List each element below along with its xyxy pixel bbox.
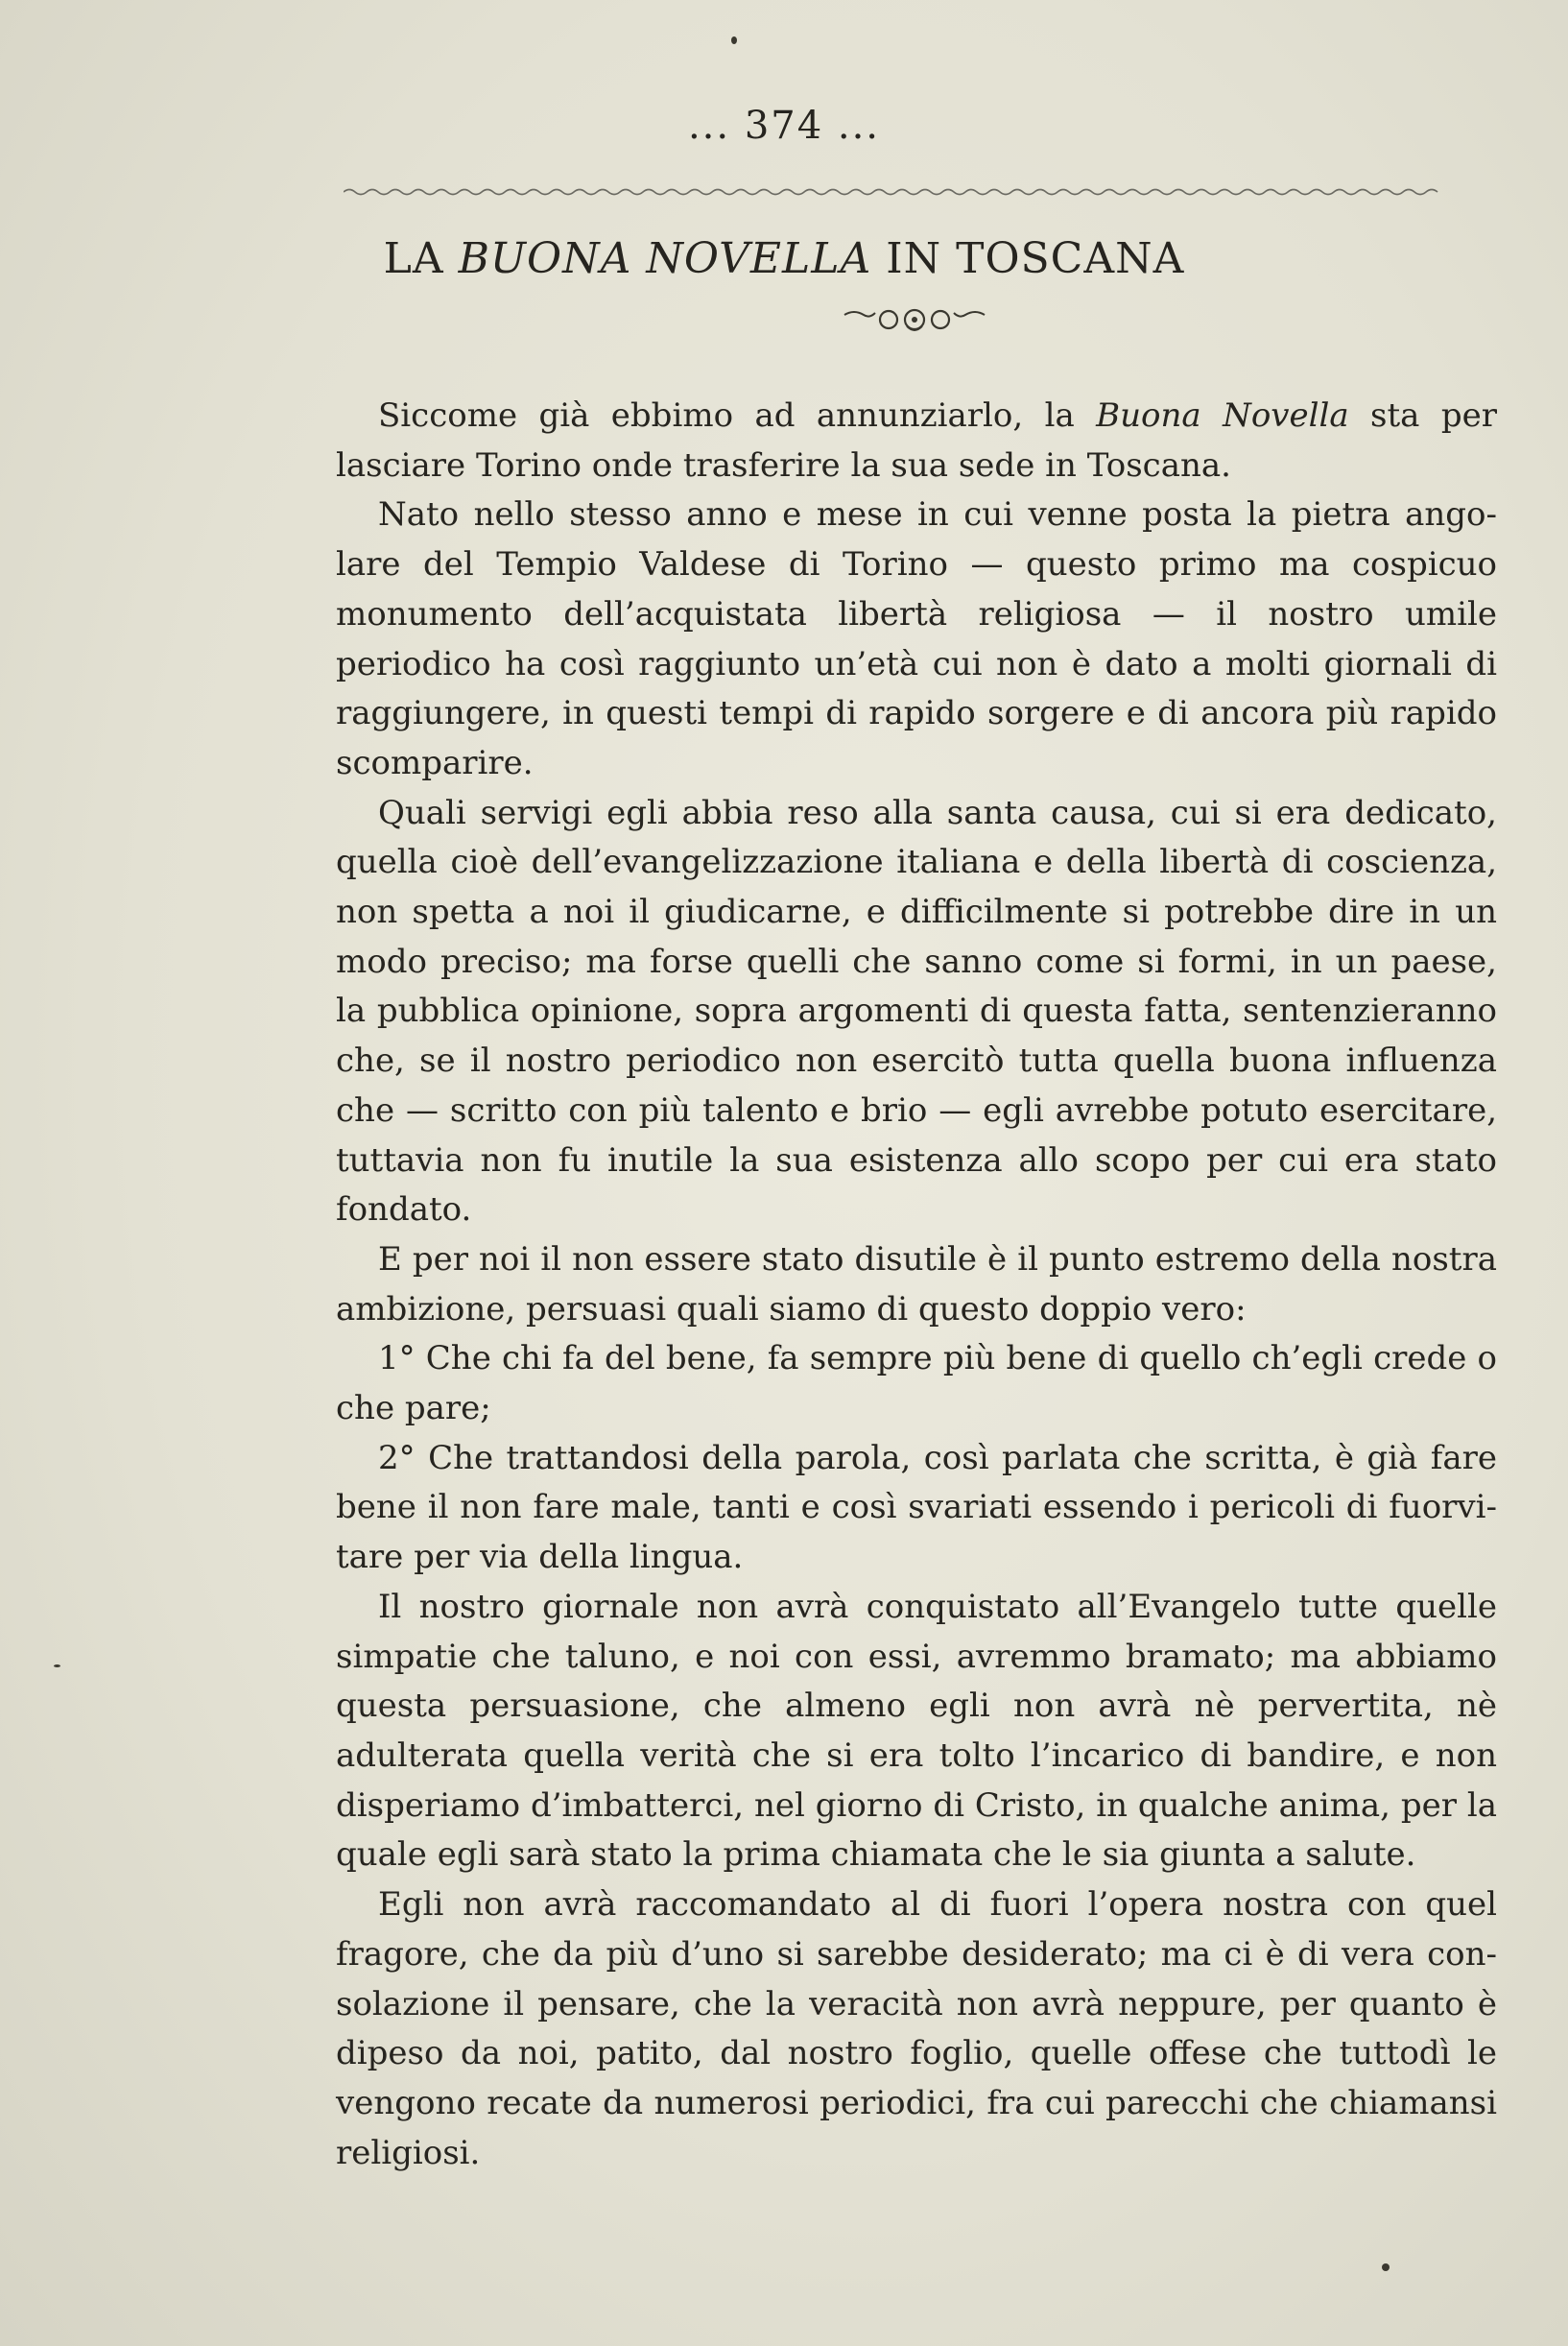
paragraph: 2° Che trattandosi della parola, così parlata che scritta, è già fare bene il non fare male, tanti e così svariati essendo i pericoli di fuorvitare per via della lingua. bbox=[336, 1438, 1497, 1577]
ink-speck bbox=[1382, 2263, 1390, 2271]
paragraph-text: Siccome già ebbimo ad annunziarlo, la bbox=[378, 396, 1097, 435]
paragraph: Il nostro giornale non avrà conquistato all’Evangelo tutte quelle simpatie che taluno, e noi con essi, avremmo bramato; ma abbiamo questa persuasione, che almeno egli non avrà nè pervertita, nè adulterata quella verità che si era tolto l’incarico di bandire, e non disperiamo d’imbatterci, nel giorno di Cristo, in qualche anima, per la quale egli sarà stato la prima chiamata che le sia giunta a salute. bbox=[336, 1587, 1497, 1875]
ink-speck bbox=[731, 36, 737, 44]
publication-name: Buona Novella bbox=[1096, 396, 1349, 435]
title-suffix: IN TOSCANA bbox=[871, 234, 1185, 283]
paragraph-text: sta per lasciare Torino onde trasferire la sua sede in Toscana. bbox=[336, 396, 1497, 485]
ornament-flourish-icon bbox=[843, 305, 986, 334]
paragraph: 1° Che chi fa del bene, fa sempre più bene di quello ch’egli crede o che pare; bbox=[336, 1339, 1497, 1428]
article-body bbox=[336, 392, 1497, 2178]
paragraph: Nato nello stesso anno e mese in cui venne posta la pietra angolare del Tempio Valdese di Torino — questo primo ma cospicuo monumento dell’acquistata libertà religiosa — il nostro umile periodico ha così raggiunto un’età cui non è dato a molti giornali di raggiungere, in questi tempi di rapido sorgere e di ancora più rapido scomparire. bbox=[336, 495, 1497, 782]
paragraph: E per noi il non essere stato disutile è il punto estremo della nostra ambizione, persuasi quali siamo di questo doppio vero: bbox=[336, 1239, 1497, 1329]
page-number: ... 374 ... bbox=[687, 104, 881, 148]
paragraph: Quali servigi egli abbia reso alla santa causa, cui si era dedicato, quella cioè dell’evangelizzazione italiana e della libertà di coscienza, non spetta a noi il giudicarne, e difficilmente si potrebbe dire in un modo preciso; ma forse quelli che sanno come si formi, in un paese, la pubblica opinione, sopra argomenti di questa fatta, sentenzieranno che, se il nostro periodico non esercitò tutta quella buona influenza che — scritto con più talento e brio — egli avrebbe potuto esercitare, tuttavia non fu inutile la sua esistenza allo scopo per cui era stato fondato. bbox=[336, 793, 1497, 1230]
paragraph bbox=[336, 392, 1497, 491]
wavy-rule bbox=[344, 186, 1484, 198]
title-prefix: LA bbox=[383, 234, 459, 283]
article-title bbox=[0, 234, 1568, 283]
paragraph: Egli non avrà raccomandato al di fuori l’opera nostra con quel fragore, che da più d’uno si sarebbe desiderato; ma ci è di vera consolazione il pensare, che la veracità non avrà neppure, per quanto è dipeso da noi, patito, dal nostro foglio, quelle offese che tuttodì le vengono recate da numerosi periodici, fra cui parecchi che chiamansi religiosi. bbox=[336, 1885, 1497, 2172]
ink-speck bbox=[54, 1664, 60, 1667]
title-italic: BUONA NOVELLA bbox=[458, 234, 872, 283]
